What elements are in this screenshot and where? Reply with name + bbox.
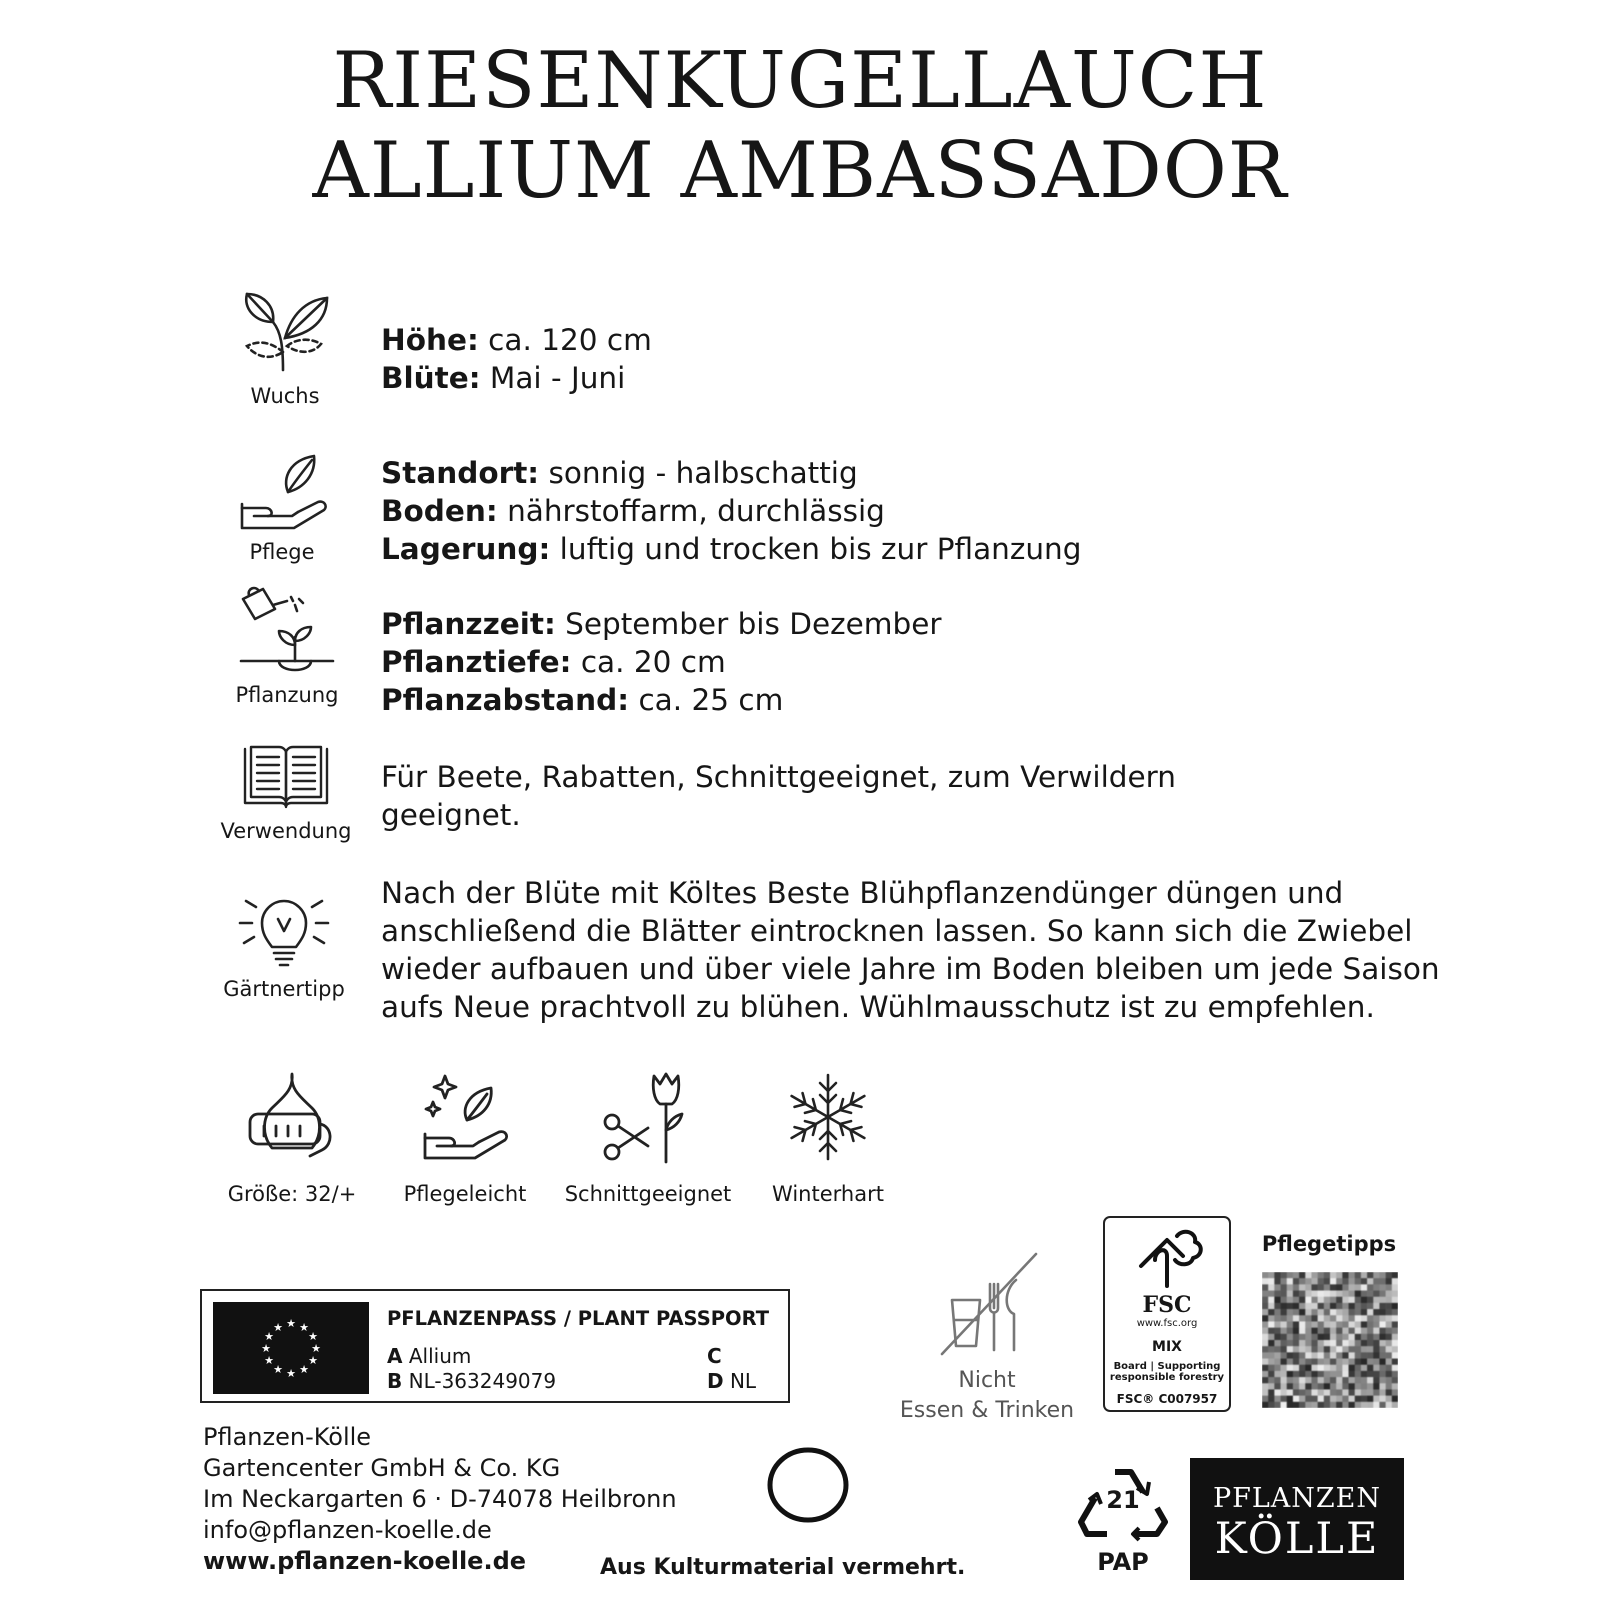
- tipp-line-1: Nach der Blüte mit Költes Beste Blühpflanzendünger düngen und: [381, 876, 1344, 910]
- tipp-label: Gärtnertipp: [223, 977, 345, 1001]
- svg-text:★: ★: [264, 1354, 274, 1367]
- pflanzzeit-line: [381, 605, 941, 643]
- pflege-label: Pflege: [249, 540, 315, 564]
- passport-a-value: Allium: [402, 1344, 472, 1368]
- standort-line: [381, 454, 1081, 492]
- passport-d-value: NL: [723, 1369, 757, 1393]
- passport-d-key: D: [707, 1369, 724, 1393]
- svg-text:★: ★: [308, 1354, 318, 1367]
- svg-text:★: ★: [286, 1317, 296, 1330]
- snowflake-icon: [778, 1070, 878, 1164]
- passport-c: [707, 1344, 722, 1368]
- feature-cut-flower-label: Schnittgeeignet: [564, 1182, 732, 1206]
- company-email[interactable]: info@pflanzen-koelle.de: [203, 1516, 492, 1544]
- company-legal: Gartencenter GmbH & Co. KG: [203, 1454, 561, 1482]
- bluete-key: Blüte:: [381, 361, 481, 395]
- verwendung-text: [381, 758, 1176, 834]
- verwendung-section-icon: [196, 745, 376, 843]
- verwendung-label: Verwendung: [220, 819, 352, 843]
- svg-text:★: ★: [273, 1321, 283, 1334]
- product-title-latin: ALLIUM AMBASSADOR: [312, 126, 1288, 216]
- fsc-name: FSC: [1142, 1292, 1192, 1318]
- qr-code[interactable]: [1262, 1272, 1398, 1408]
- company-street: Im Neckargarten 6 · D-74078 Heilbronn: [203, 1485, 677, 1513]
- wuchs-section-icon: [195, 286, 375, 408]
- qr-label: Pflegetipps: [1261, 1232, 1397, 1256]
- warning-line-2: Essen & Trinken: [899, 1398, 1075, 1423]
- passport-c-key: C: [707, 1344, 722, 1368]
- wuchs-text: [381, 321, 652, 397]
- warning-line-1: Nicht: [958, 1368, 1016, 1393]
- lightbulb-icon: [236, 893, 332, 969]
- bulb-size-icon: [242, 1070, 342, 1164]
- product-title-german: RIESENKUGELLAUCH: [332, 36, 1268, 126]
- feature-size: [197, 1070, 387, 1206]
- not-food-warning: [892, 1250, 1082, 1426]
- tipp-line-3: wieder aufbauen und über viele Jahre im Boden bleiben um jede Saison: [381, 952, 1440, 986]
- svg-text:★: ★: [299, 1321, 309, 1334]
- fsc-code: FSC® C007957: [1116, 1392, 1218, 1406]
- pflanzung-text: [381, 605, 941, 719]
- circle-mark-icon: [765, 1445, 851, 1525]
- pflege-text: [381, 454, 1081, 568]
- boden-line: [381, 492, 1081, 530]
- svg-text:★: ★: [299, 1363, 309, 1376]
- eu-flag-icon: [213, 1302, 369, 1394]
- svg-text:★: ★: [311, 1342, 321, 1355]
- bluete-line: [381, 359, 652, 397]
- pflege-section-icon: [192, 452, 372, 564]
- tipp-section-icon: [194, 893, 374, 1001]
- hoehe-key: Höhe:: [381, 323, 479, 357]
- tipp-text: [381, 874, 1440, 1026]
- passport-b-value: NL-363249079: [402, 1369, 557, 1393]
- pflanztiefe-value: ca. 20 cm: [571, 645, 726, 679]
- boden-value: nährstoffarm, durchlässig: [497, 494, 885, 528]
- hoehe-value: ca. 120 cm: [478, 323, 652, 357]
- svg-text:★: ★: [308, 1330, 318, 1343]
- pflanztiefe-line: [381, 643, 941, 681]
- cut-flower-scissors-icon: [598, 1070, 698, 1164]
- pflanzabstand-value: ca. 25 cm: [629, 683, 784, 717]
- fsc-desc-2: responsible forestry: [1109, 1372, 1225, 1383]
- pflanzung-label: Pflanzung: [235, 683, 339, 707]
- pflanzzeit-key: Pflanzzeit:: [381, 607, 556, 641]
- bluete-value: Mai - Juni: [480, 361, 626, 395]
- passport-title: PFLANZENPASS / PLANT PASSPORT: [387, 1307, 770, 1330]
- feature-size-label: Größe: 32/+: [227, 1182, 357, 1206]
- passport-b-key: B: [387, 1369, 403, 1393]
- tipp-line-2: anschließend die Blätter eintrocknen lassen. So kann sich die Zwiebel: [381, 914, 1413, 948]
- pflanzabstand-key: Pflanzabstand:: [381, 683, 630, 717]
- boden-key: Boden:: [381, 494, 498, 528]
- feature-cut-flower: [553, 1070, 743, 1206]
- wuchs-label: Wuchs: [250, 384, 320, 408]
- leaves-icon: [235, 286, 335, 376]
- standort-value: sonnig - halbschattig: [539, 456, 858, 490]
- passport-b: [387, 1369, 556, 1393]
- feature-winter-hardy: [733, 1070, 923, 1206]
- fsc-mix: MIX: [1152, 1339, 1182, 1355]
- eu-stars-icon: [213, 1302, 369, 1394]
- lagerung-line: [381, 530, 1081, 568]
- pflanzabstand-line: [381, 681, 941, 719]
- verwendung-line-1: Für Beete, Rabatten, Schnittgeeignet, zum Verwildern: [381, 760, 1176, 794]
- company-website-text[interactable]: www.pflanzen-koelle.de: [203, 1547, 527, 1575]
- recycling-mark: [1073, 1462, 1173, 1576]
- lagerung-value: luftig und trocken bis zur Pflanzung: [550, 532, 1082, 566]
- fsc-desc-1: Board | Supporting: [1113, 1361, 1221, 1372]
- hoehe-line: [381, 321, 652, 359]
- brand-line-1: PFLANZEN: [1212, 1483, 1382, 1514]
- feature-winter-hardy-label: Winterhart: [772, 1182, 884, 1206]
- lagerung-key: Lagerung:: [381, 532, 551, 566]
- recycling-number: 21: [1106, 1486, 1140, 1514]
- culture-note: Aus Kulturmaterial vermehrt.: [600, 1555, 966, 1580]
- verwendung-line-2: geeignet.: [381, 798, 521, 832]
- hand-leaf-icon: [232, 452, 332, 532]
- passport-a: [387, 1344, 471, 1368]
- watering-can-icon: [235, 585, 339, 675]
- brand-line-2: KÖLLE: [1214, 1514, 1380, 1564]
- fsc-logo: [1103, 1216, 1231, 1412]
- fsc-url: www.fsc.org: [1136, 1318, 1198, 1329]
- open-book-icon: [241, 745, 331, 811]
- svg-text:★: ★: [273, 1363, 283, 1376]
- passport-d: [707, 1369, 756, 1393]
- passport-a-key: A: [387, 1344, 403, 1368]
- recycling-code: PAP: [1097, 1548, 1149, 1576]
- no-eat-drink-icon: [932, 1250, 1042, 1356]
- fsc-tree-icon: [1127, 1226, 1207, 1290]
- svg-text:★: ★: [264, 1330, 274, 1343]
- feature-easy-care-label: Pflegeleicht: [403, 1182, 527, 1206]
- company-address: [203, 1422, 677, 1577]
- standort-key: Standort:: [381, 456, 540, 490]
- feature-easy-care: [370, 1070, 560, 1206]
- pflanzung-section-icon: [197, 585, 377, 707]
- svg-text:★: ★: [261, 1342, 271, 1355]
- pflanzen-koelle-logo: [1190, 1458, 1404, 1580]
- tipp-line-4: aufs Neue prachtvoll zu blühen. Wühlmausschutz ist zu empfehlen.: [381, 990, 1375, 1024]
- svg-text:★: ★: [286, 1367, 296, 1380]
- pflanzzeit-value: September bis Dezember: [555, 607, 942, 641]
- easy-care-hand-icon: [415, 1070, 515, 1164]
- pflanztiefe-key: Pflanztiefe:: [381, 645, 572, 679]
- plant-passport: [200, 1289, 790, 1403]
- company-name: Pflanzen-Kölle: [203, 1423, 372, 1451]
